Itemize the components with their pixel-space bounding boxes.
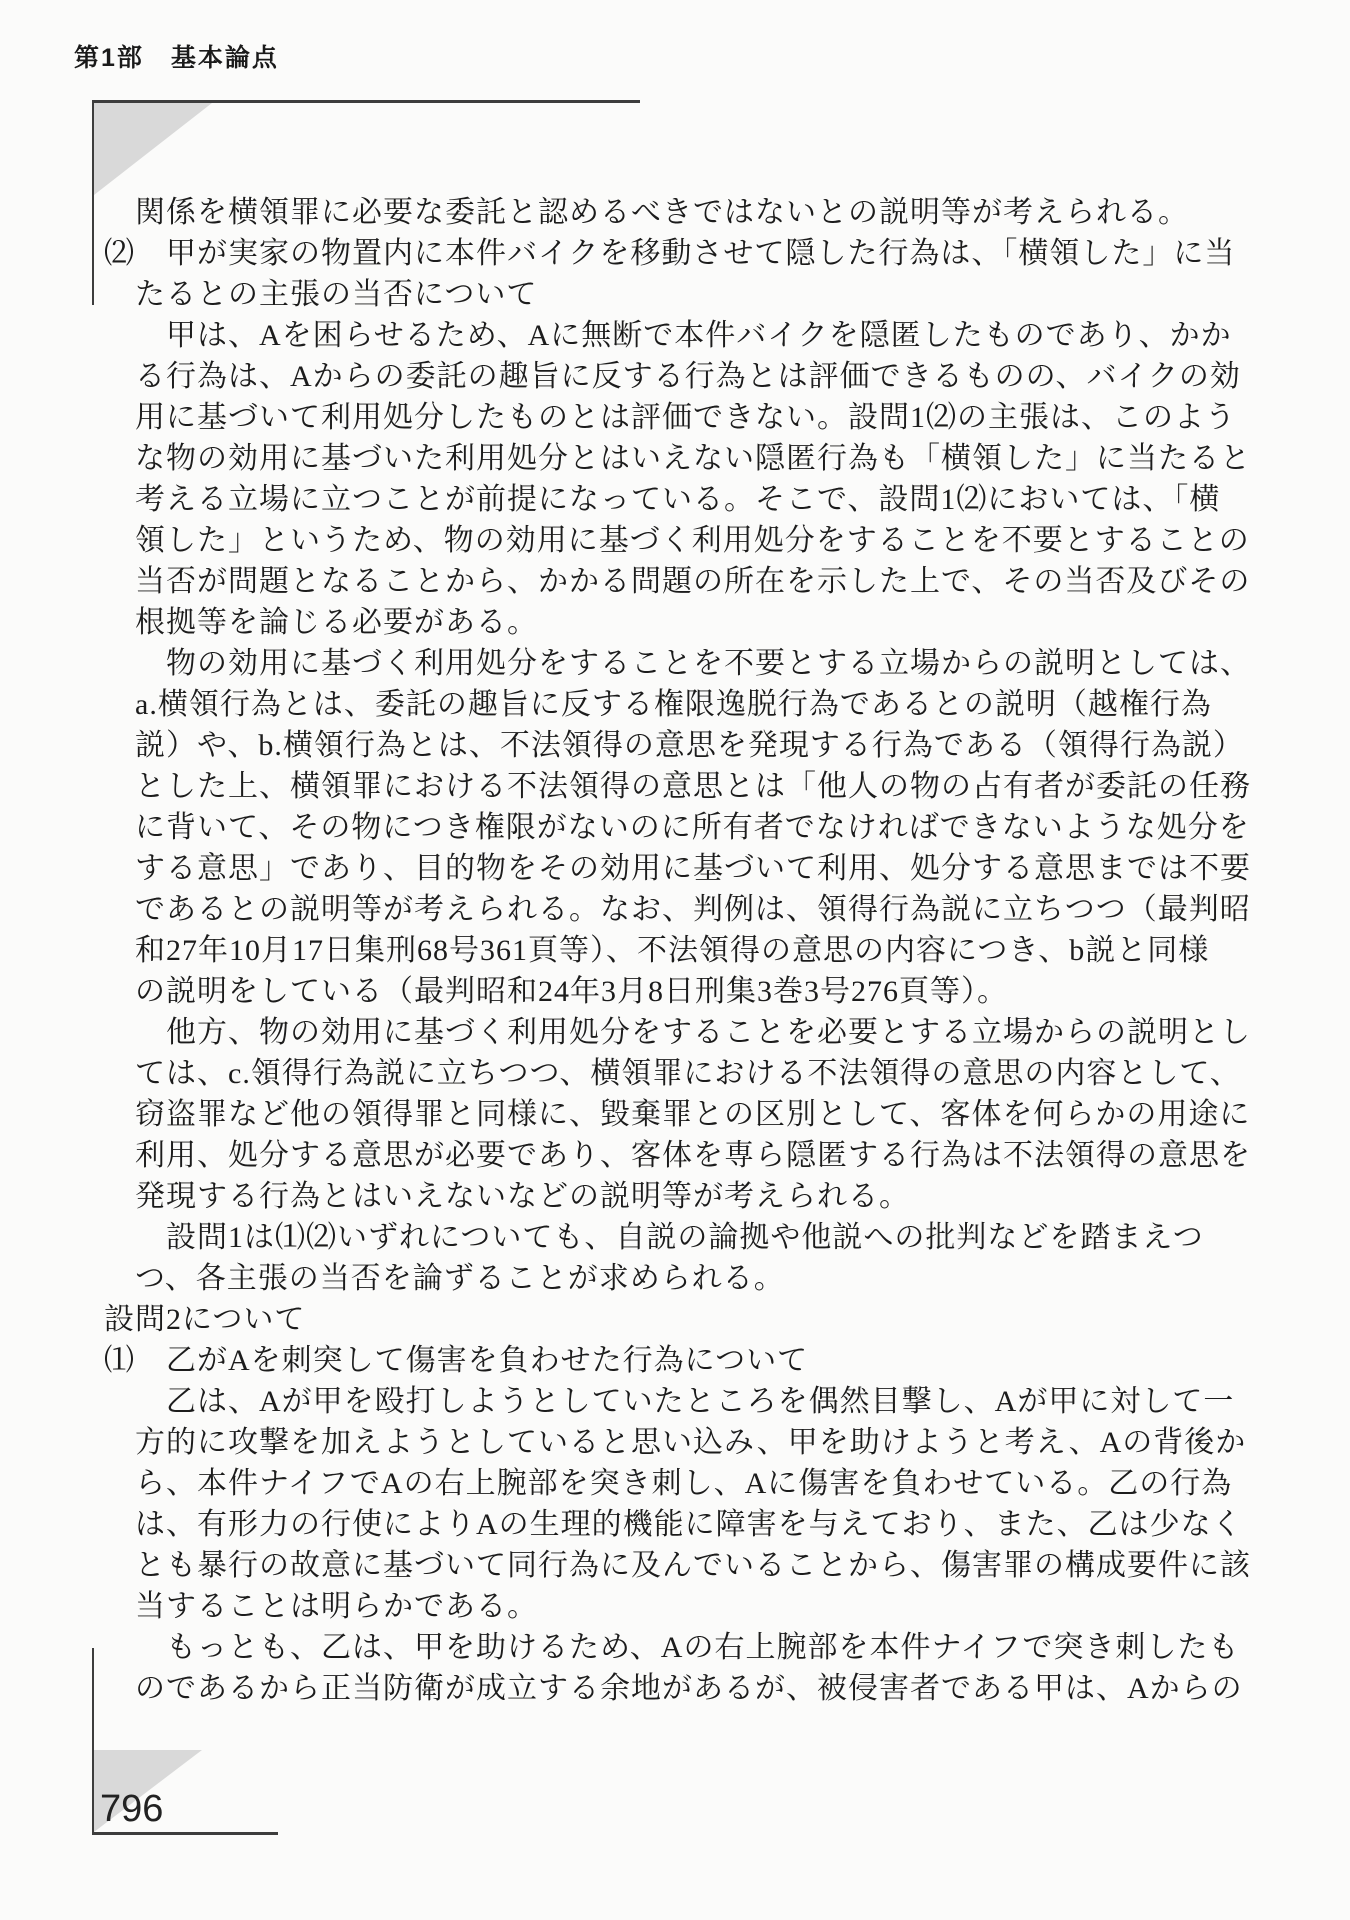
body-line: 設問1は⑴⑵いずれについても、自説の論拠や他説への批判などを踏まえつ xyxy=(166,1221,1204,1254)
body-line: 窃盗罪など他の領得罪と同様に、毀棄罪との区別として、客体を何らかの用途に xyxy=(135,1098,1251,1131)
top-corner-fold-triangle xyxy=(94,103,212,195)
body-line: 設問2について xyxy=(104,1303,306,1336)
page-number-rule xyxy=(92,1832,278,1835)
body-line: 考える立場に立つことが前提になっている。そこで、設問1⑵においては、「横 xyxy=(135,483,1221,516)
body-line: ては、c.領得行為説に立ちつつ、横領罪における不法領得の意思の内容として、 xyxy=(135,1057,1241,1090)
chapter-header-title: 第1部 基本論点 xyxy=(74,44,279,72)
body-line: 当否が問題となることから、かかる問題の所在を示した上で、その当否及びその xyxy=(135,565,1251,598)
body-line: もっとも、乙は、甲を助けるため、Aの右上腕部を本件ナイフで突き刺したも xyxy=(166,1631,1240,1664)
header-rule xyxy=(92,100,640,103)
body-line: な物の効用に基づいた利用処分とはいえない隠匿行為も「横領した」に当たると xyxy=(135,442,1251,475)
body-line: であるとの説明等が考えられる。なお、判例は、領得行為説に立ちつつ（最判昭 xyxy=(135,893,1251,926)
body-line: に背いて、その物につき権限がないのに所有者でなければできないような処分を xyxy=(135,811,1250,844)
body-line: 関係を横領罪に必要な委託と認めるべきではないとの説明等が考えられる。 xyxy=(135,196,1189,229)
body-line: 乙は、Aが甲を殴打しようとしていたところを偶然目撃し、Aが甲に対して一 xyxy=(166,1385,1235,1418)
body-line: 他方、物の効用に基づく利用処分をすることを必要とする立場からの説明とし xyxy=(166,1016,1251,1049)
body-line: ⑵ 甲が実家の物置内に本件バイクを移動させて隠した行為は、「横領した」に当 xyxy=(104,237,1236,270)
body-line: 物の効用に基づく利用処分をすることを不要とする立場からの説明としては、 xyxy=(166,647,1251,680)
body-line: の説明をしている（最判昭和24年3月8日刑集3巻3号276頁等）。 xyxy=(135,975,1008,1008)
body-line: とも暴行の故意に基づいて同行為に及んでいることから、傷害罪の構成要件に該 xyxy=(135,1549,1251,1582)
body-line: る行為は、Aからの委託の趣旨に反する行為とは評価できるものの、バイクの効 xyxy=(135,360,1241,393)
top-left-vertical-rule xyxy=(92,100,94,305)
body-line: 和27年10月17日集刑68号361頁等）、不法領得の意思の内容につき、b説と同様 xyxy=(135,934,1210,967)
body-line: a.横領行為とは、委託の趣旨に反する権限逸脱行為であるとの説明（越権行為 xyxy=(135,688,1212,721)
body-line: 領した」というため、物の効用に基づく利用処分をすることを不要とすることの xyxy=(135,524,1250,557)
body-line: 根拠等を論じる必要がある。 xyxy=(135,606,538,639)
body-line: 当することは明らかである。 xyxy=(135,1590,538,1623)
body-line: とした上、横領罪における不法領得の意思とは「他人の物の占有者が委託の任務 xyxy=(135,770,1251,803)
body-line: 甲は、Aを困らせるため、Aに無断で本件バイクを隠匿したものであり、かか xyxy=(166,319,1232,352)
body-line: 説）や、b.横領行為とは、不法領得の意思を発現する行為である（領得行為説） xyxy=(135,729,1244,762)
body-line: 発現する行為とはいえないなどの説明等が考えられる。 xyxy=(135,1180,910,1213)
body-line: ら、本件ナイフでAの右上腕部を突き刺し、Aに傷害を負わせている。乙の行為 xyxy=(135,1467,1233,1500)
body-line: 方的に攻撃を加えようとしていると思い込み、甲を助けようと考え、Aの背後か xyxy=(135,1426,1247,1459)
body-line: ⑴ 乙がAを刺突して傷害を負わせた行為について xyxy=(104,1344,809,1377)
body-line: のであるから正当防衛が成立する余地があるが、被侵害者である甲は、Aからの xyxy=(135,1672,1243,1705)
body-line: 利用、処分する意思が必要であり、客体を専ら隠匿する行為は不法領得の意思を xyxy=(135,1139,1251,1172)
body-line: は、有形力の行使によりAの生理的機能に障害を与えており、また、乙は少なく xyxy=(135,1508,1243,1541)
page-number: 796 xyxy=(100,1788,164,1830)
body-line: たるとの主張の当否について xyxy=(135,278,538,311)
page-body xyxy=(104,192,1294,1709)
bottom-left-vertical-rule xyxy=(92,1648,94,1835)
body-line: つ、各主張の当否を論ずることが求められる。 xyxy=(135,1262,785,1295)
body-line: する意思」であり、目的物をその効用に基づいて利用、処分する意思までは不要 xyxy=(135,852,1251,885)
body-line: 用に基づいて利用処分したものとは評価できない。設問1⑵の主張は、このよう xyxy=(135,401,1236,434)
